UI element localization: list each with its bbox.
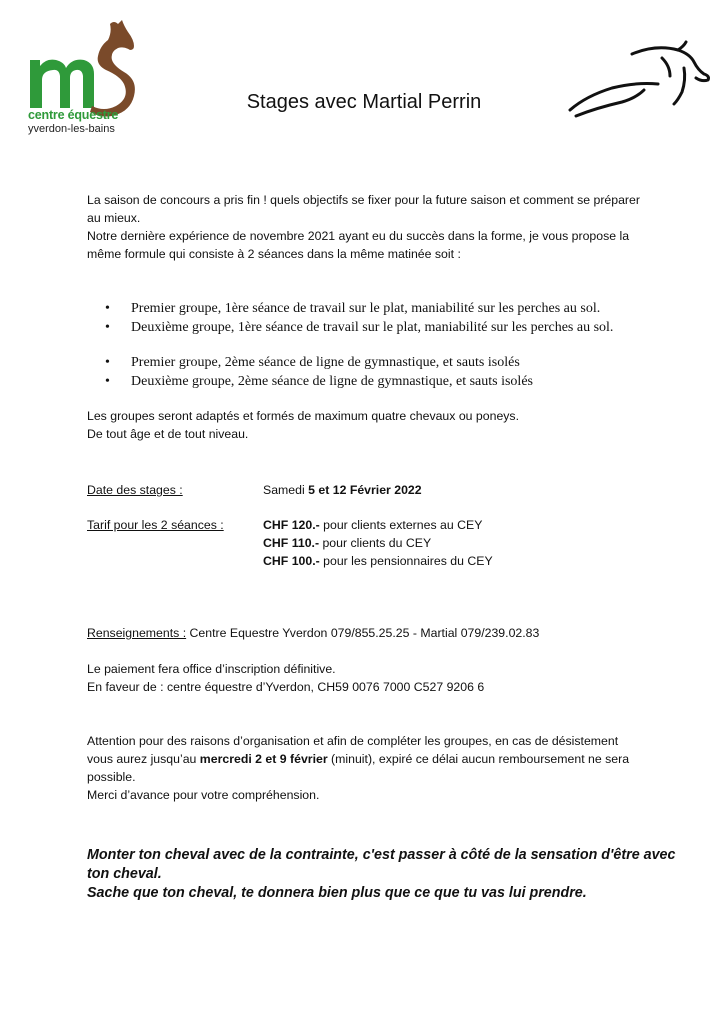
- logo-name: centre équestre: [28, 108, 119, 122]
- date-label: Date des stages :: [87, 483, 183, 497]
- date-days: 5 et 12 Février 2022: [308, 483, 422, 497]
- date-value: [263, 481, 422, 499]
- quote-line-2: Sache que ton cheval, te donnera bien plus que ce que tu vas lui prendre.: [87, 885, 587, 901]
- payment-info: [87, 660, 687, 696]
- contact-info: [87, 624, 707, 642]
- tarif-text: pour les pensionnaires du CEY: [319, 554, 493, 568]
- quote-line-1: Monter ton cheval avec de la contrainte, c'est passer à côté de la sensation d'être avec ton cheval.: [87, 847, 676, 882]
- logo-location: yverdon-les-bains: [28, 123, 115, 135]
- tarif-list: [263, 516, 493, 570]
- tarif-text: pour clients externes au CEY: [319, 518, 483, 532]
- payment-line-2: En faveur de : centre équestre d’Yverdon, CH59 0076 7000 C527 9206 6: [87, 680, 485, 694]
- groups-line-1: Les groupes seront adaptés et formés de maximum quatre chevaux ou poneys.: [87, 409, 520, 423]
- contact-label: Renseignements :: [87, 626, 187, 640]
- page-title: Stages avec Martial Perrin: [246, 91, 482, 113]
- jumping-horse-illustration: [566, 40, 716, 120]
- tarif-price: CHF 110.-: [263, 536, 320, 550]
- tarif-row: [263, 516, 493, 534]
- cancellation-text: [87, 732, 632, 786]
- cancellation-notice: [87, 732, 632, 804]
- cancellation-part-2: (minuit), expiré ce délai aucun remboursement ne sera possible.: [87, 752, 630, 784]
- tarif-text: pour clients du CEY: [319, 536, 432, 550]
- groups-info: [87, 407, 647, 443]
- tarif-label: Tarif pour les 2 séances :: [87, 518, 224, 532]
- thanks-line: Merci d’avance pour votre compréhension.: [87, 788, 320, 802]
- tarif-row: [263, 552, 493, 570]
- cancellation-deadline: mercredi 2 et 9 février: [199, 752, 328, 766]
- cancellation-part-1: Attention pour des raisons d’organisation et afin de compléter les groupes, en cas de désistement vous aurez jusqu’au: [87, 734, 619, 766]
- groups-line-2: De tout âge et de tout niveau.: [87, 427, 249, 441]
- first-session-list: [87, 299, 687, 337]
- list-item: • Premier groupe, 1ère séance de travail sur le plat, maniabilité sur les perches au sol.: [87, 299, 687, 318]
- intro-line-2: Notre dernière expérience de novembre 2021 ayant eu du succès dans la forme, je vous propose la même formule qui consiste à 2 séances dans la même matinée soit :: [87, 229, 630, 261]
- intro-line-1: La saison de concours a pris fin ! quels objectifs se fixer pour la future saison et comment se préparer au mieux.: [87, 193, 640, 225]
- second-session-list: [87, 353, 687, 391]
- date-prefix: Samedi: [263, 483, 309, 497]
- list-item: • Premier groupe, 2ème séance de ligne de gymnastique, et sauts isolés: [87, 353, 687, 372]
- tarif-price: CHF 120.-: [263, 518, 320, 532]
- list-item: • Deuxième groupe, 1ère séance de travail sur le plat, maniabilité sur les perches au sol.: [87, 318, 687, 337]
- list-item: • Deuxième groupe, 2ème séance de ligne de gymnastique, et sauts isolés: [87, 372, 687, 391]
- payment-line-1: Le paiement fera office d’inscription définitive.: [87, 662, 336, 676]
- intro-paragraph: [87, 191, 647, 263]
- tarif-row: [263, 534, 493, 552]
- contact-text: Centre Equestre Yverdon 079/855.25.25 - Martial 079/239.02.83: [186, 626, 540, 640]
- closing-quote: [87, 846, 687, 903]
- tarif-price: CHF 100.-: [263, 554, 320, 568]
